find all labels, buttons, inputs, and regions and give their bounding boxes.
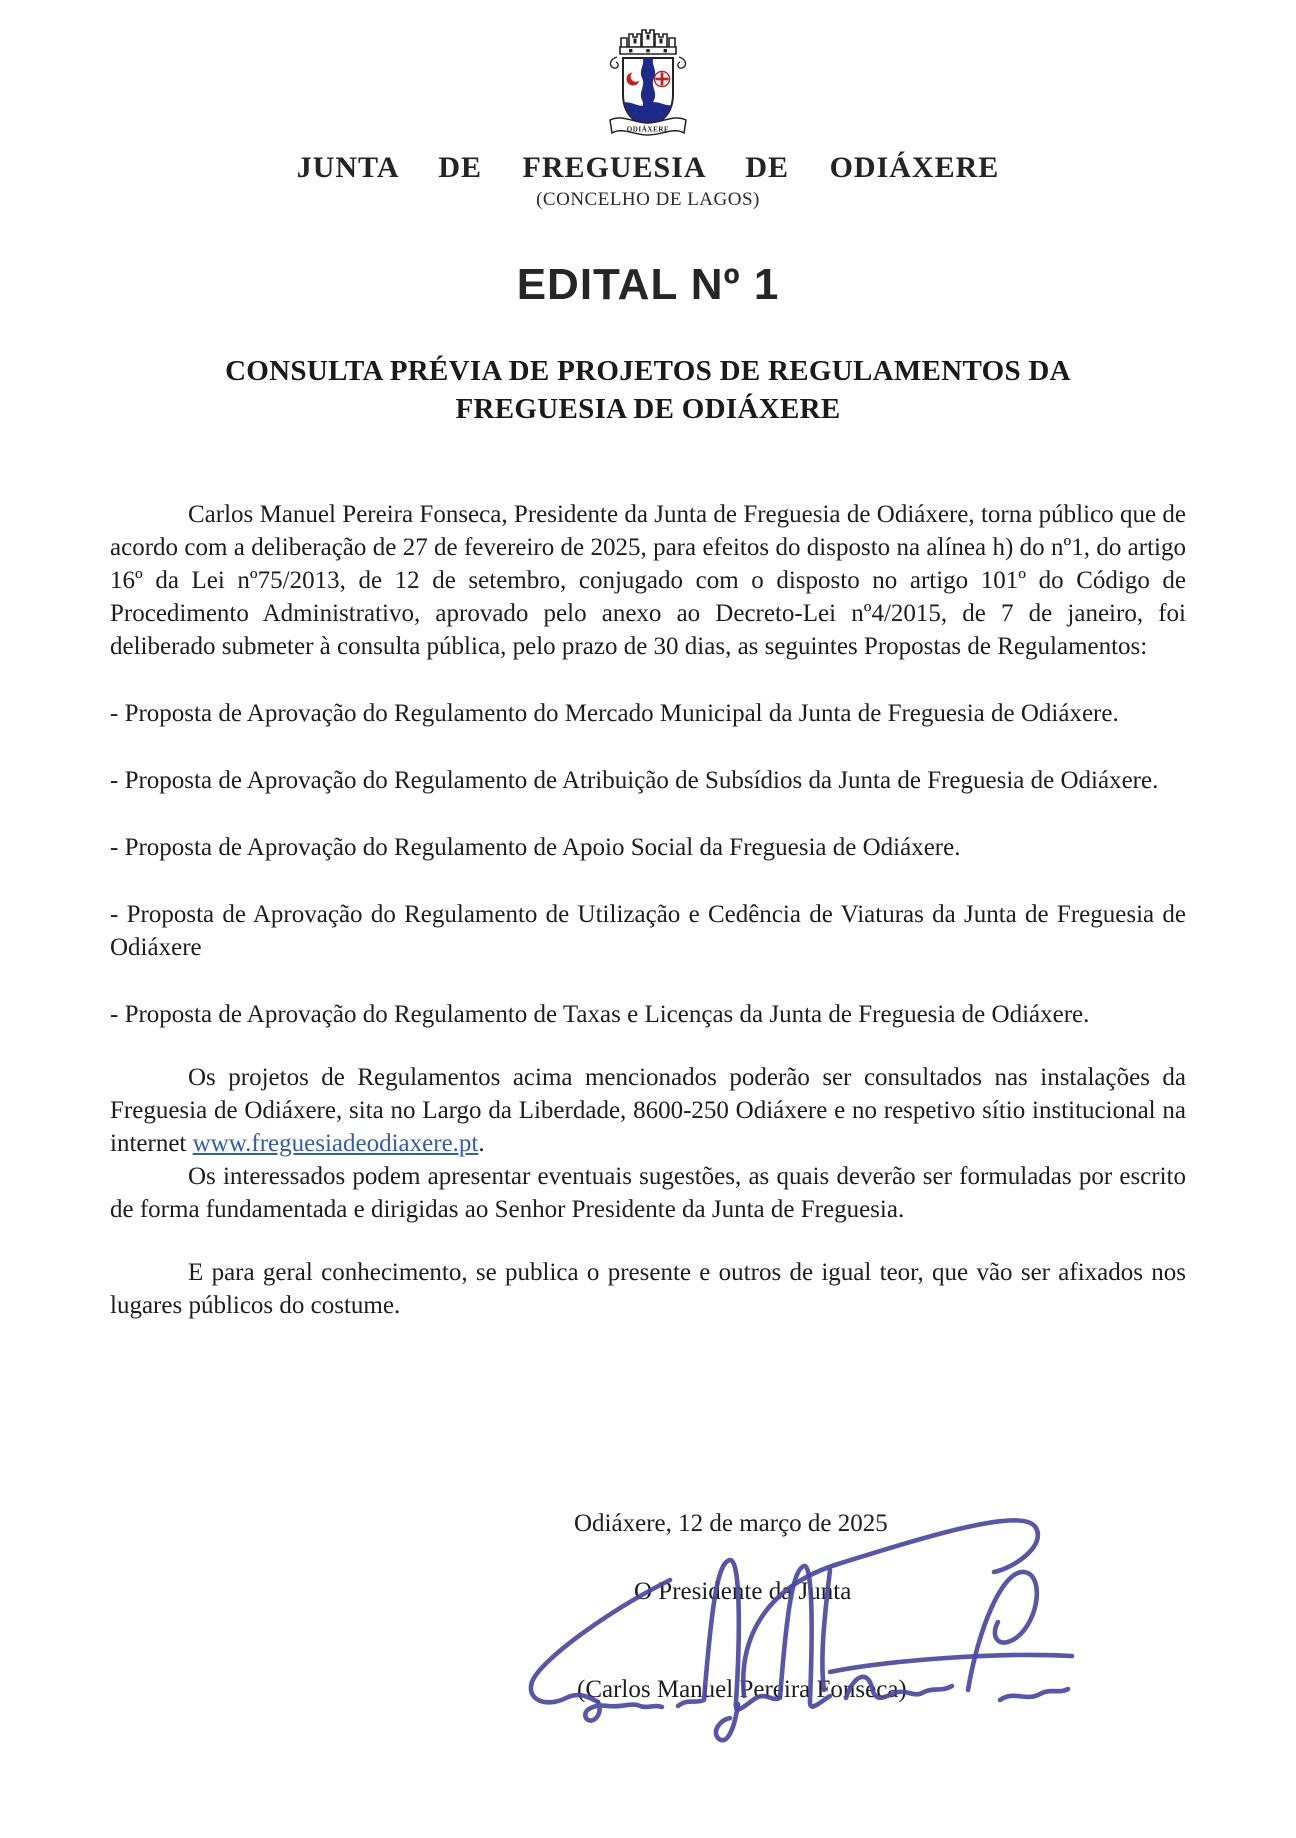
sentence-period: . <box>478 1130 485 1157</box>
proposal-item-5: - Proposta de Aprovação do Regulamento de Taxas e Licenças da Junta de Freguesia de Odiáxere. <box>110 1001 1090 1028</box>
proposal-item-4: - Proposta de Aprovação do Regulamento de Utilização e Cedência de Viaturas da Junta de Freguesia de Odiáxere <box>110 901 1186 961</box>
subject-line1: CONSULTA PRÉVIA DE PROJETOS DE REGULAMENTOS DA <box>225 355 1071 387</box>
coat-of-arms-icon <box>604 22 692 142</box>
intro-paragraph: Carlos Manuel Pereira Fonseca, Presidente da Junta de Freguesia de Odiáxere, torna público que de acordo com a deliberação de 27 de fevereiro de 2025, para efeitos do disposto na alínea h) do nº1, do artigo 16º da Lei nº75/2013, de 12 de setembro, conjugado com o disposto no artigo 101º do Código de Procedimento Administrativo, aprovado pelo anexo ao Decreto-Lei nº4/2015, de 7 de janeiro, foi deliberado submeter à consulta pública, pelo prazo de 30 dias, as seguintes Propostas de Regulamentos: <box>110 501 1186 660</box>
proposal-item-2: - Proposta de Aprovação do Regulamento de Atribuição de Subsídios da Junta de Freguesia de Odiáxere. <box>110 767 1159 794</box>
signer-name-line: (Carlos Manuel Pereira Fonseca) <box>577 1676 907 1703</box>
consultation-section <box>110 1061 1186 1226</box>
place-date-line: Odiáxere, 12 de março de 2025 <box>574 1510 888 1537</box>
consultation-text: Os projetos de Regulamentos acima mencionados poderão ser consultados nas instalações da Freguesia de Odiáxere, sita no Largo da Liberdade, 8600-250 Odiáxere e no respetivo sítio institucional na internet <box>110 1064 1186 1157</box>
suggestions-paragraph: Os interessados podem apresentar eventuais sugestões, as quais deverão ser formuladas por escrito de forma fundamentada e dirigidas ao Senhor Presidente da Junta de Freguesia. <box>110 1163 1186 1223</box>
proposal-item-3: - Proposta de Aprovação do Regulamento de Apoio Social da Freguesia de Odiáxere. <box>110 834 961 861</box>
signer-role-line: O Presidente da Junta <box>634 1578 852 1605</box>
website-link[interactable]: www.freguesiadeodiaxere.pt <box>192 1130 479 1157</box>
org-name: JUNTA DE FREGUESIA DE ODIÁXERE <box>296 151 1000 184</box>
crest-banner-text: ODIÁXERE <box>626 125 670 134</box>
edital-number-title: EDITAL Nº 1 <box>516 260 780 309</box>
closing-paragraph: E para geral conhecimento, se publica o presente e outros de igual teor, que vão ser afixados nos lugares públicos do costume. <box>110 1259 1186 1319</box>
org-subtitle: (CONCELHO DE LAGOS) <box>536 189 760 210</box>
subject-line2: FREGUESIA DE ODIÁXERE <box>455 393 841 425</box>
document-subject <box>0 352 1296 428</box>
consultation-paragraph <box>110 1061 1186 1160</box>
document-body <box>110 498 1186 1322</box>
proposal-item-1: - Proposta de Aprovação do Regulamento do Mercado Municipal da Junta de Freguesia de Odiáxere. <box>110 700 1119 727</box>
